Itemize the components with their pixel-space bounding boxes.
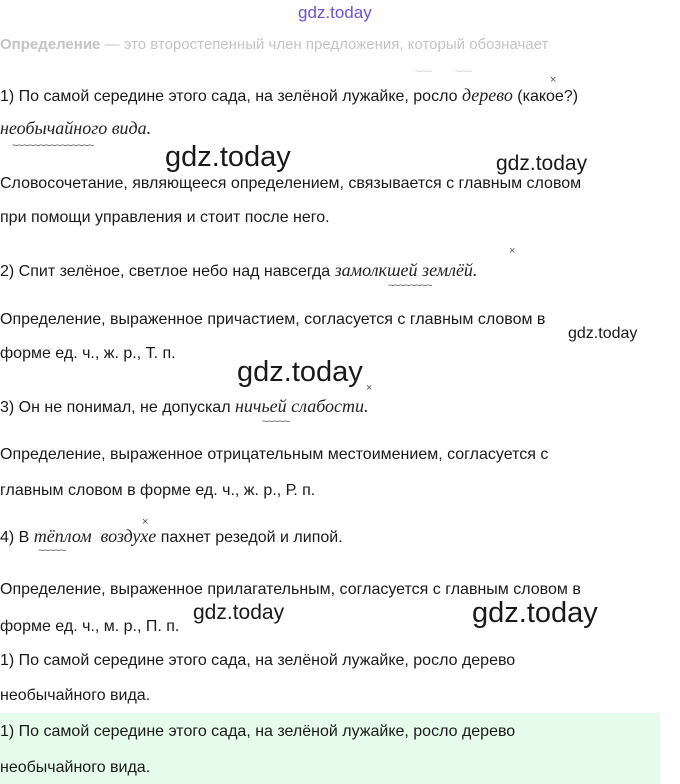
faded-wave-mark: ~~~ <box>415 66 432 78</box>
sentence-2-phrase: замолкшей землёй. <box>334 260 478 280</box>
sentence-3-wave-underline: ~~~~~ <box>262 416 290 428</box>
watermark-2: gdz.today <box>496 152 588 175</box>
watermark-6: gdz.today <box>472 597 598 629</box>
repeat-sentence-line-2: необычайного вида. <box>0 687 151 704</box>
sentence-4-explanation-line-2: форме ед. ч., м. р., П. п. <box>0 618 180 635</box>
sentence-4-noun: воздухе <box>100 526 157 546</box>
watermark-3: gdz.today <box>568 325 638 342</box>
sentence-2-explanation-line-2: форме ед. ч., ж. р., Т. п. <box>0 345 176 362</box>
sentence-3-cross-mark: × <box>366 382 373 394</box>
intro-term: Определение <box>0 36 101 53</box>
sentence-4-adjective: тёплом <box>33 526 92 546</box>
sentence-3-explanation-line-2: главным словом в форме ед. ч., ж. р., Р. п. <box>0 482 316 499</box>
sentence-3 <box>0 396 369 418</box>
sentence-1-text: 1) По самой середине этого сада, на зелёной лужайке, росло <box>0 88 462 105</box>
sentence-2-wave-underline: ~~~~~~~~ <box>388 280 432 292</box>
sentence-4-rest: пахнет резедой и липой. <box>156 529 343 546</box>
intro-line <box>0 36 548 53</box>
sentence-2-explanation-line-1: Определение, выраженное причастием, согласуется с главным словом в <box>0 311 546 328</box>
sentence-3-text: 3) Он не понимал, не допускал <box>0 399 235 416</box>
sentence-4-text: 4) В <box>0 529 34 546</box>
sentence-1-main-word: дерево <box>461 85 513 105</box>
sentence-4-wave-underline: ~~~~~ <box>38 545 66 557</box>
sentence-2-cross-mark: × <box>509 245 516 257</box>
sentence-1-question: (какое?) <box>512 88 579 105</box>
repeat-sentence-line-1: 1) По самой середине этого сада, на зелёной лужайке, росло дерево <box>0 652 516 669</box>
watermark-4: gdz.today <box>237 356 363 388</box>
sentence-4-cross-mark: × <box>142 516 149 528</box>
sentence-3-phrase: ничьей слабости. <box>234 396 369 416</box>
sentence-1-wave-underline: ~~~~~~~~~~~~~~~ <box>12 140 94 152</box>
intro-rest: — это второстепенный член предложения, который обозначает <box>100 36 549 53</box>
sentence-4-explanation-line-1: Определение, выраженное прилагательным, согласуется с главным словом в <box>0 581 581 598</box>
faded-wave-mark-2: ~~~ <box>455 66 472 78</box>
sentence-2-text: 2) Спит зелёное, светлое небо над навсегда <box>0 263 335 280</box>
sentence-1-phrase: необычайного вида. <box>0 118 152 138</box>
watermark-5: gdz.today <box>193 601 285 624</box>
sentence-1-explanation-line-1: Словосочетание, являющееся определением, связывается с главным словом <box>0 175 582 192</box>
sentence-1-explanation-line-2: при помощи управления и стоит после него. <box>0 209 330 226</box>
sentence-2 <box>0 260 477 282</box>
watermark-1: gdz.today <box>165 141 291 173</box>
watermark-top: gdz.today <box>298 3 372 22</box>
sentence-1 <box>0 85 578 107</box>
main-word-cross-mark: × <box>550 74 557 86</box>
sentence-3-explanation-line-1: Определение, выраженное отрицательным местоимением, согласуется с <box>0 446 549 463</box>
highlighted-line-2: необычайного вида. <box>0 759 151 776</box>
highlighted-line-1: 1) По самой середине этого сада, на зелёной лужайке, росло дерево <box>0 723 516 740</box>
